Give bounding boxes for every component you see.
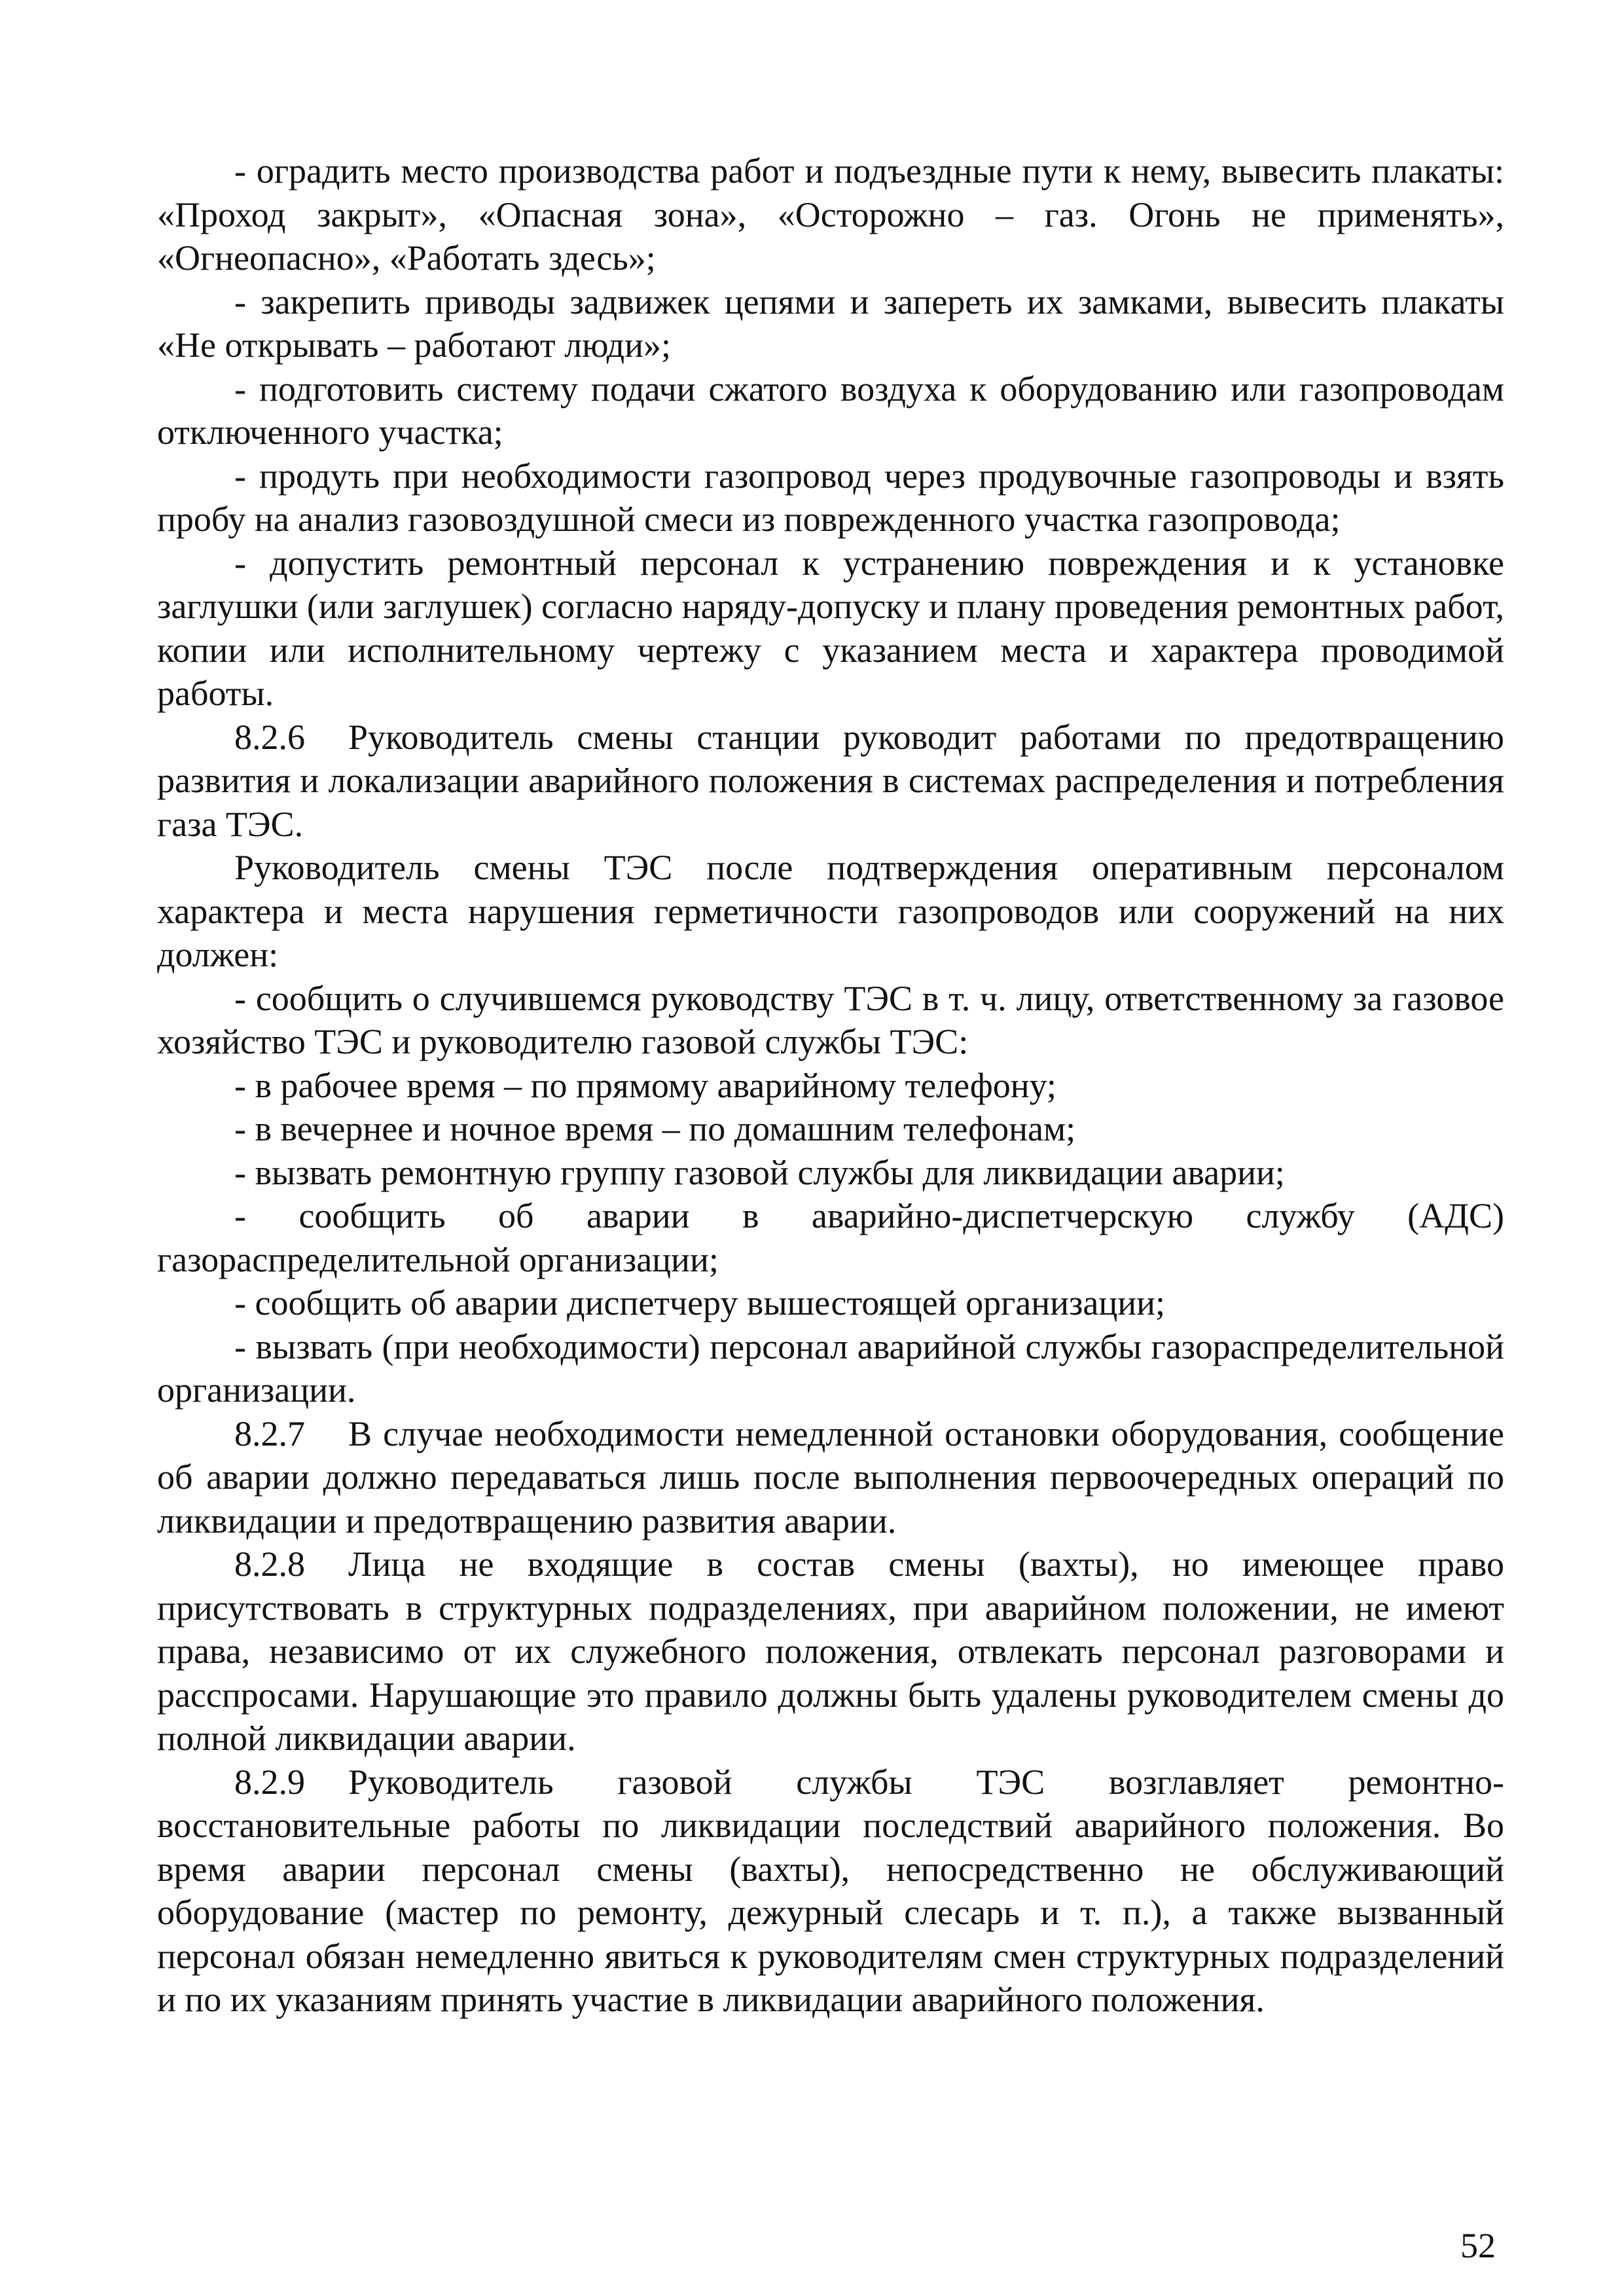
clause-number: 8.2.6	[234, 717, 305, 757]
clause-8-2-6	[157, 716, 1504, 847]
list-item: - в рабочее время – по прямому аварийному телефону;	[234, 1065, 1056, 1105]
list-item: - вызвать ремонтную группу газовой службы для ликвидации аварии;	[234, 1152, 1285, 1192]
list-item: - сообщить об аварии диспетчеру вышестоящей организации;	[234, 1283, 1166, 1322]
list-item: - продуть при необходимости газопровод через продувочные газопроводы и взять пробу на анализ газовоздушной смеси из поврежденного участка газопровода;	[157, 456, 1504, 539]
body-paragraph: Руководитель смены ТЭС после подтверждения оперативным персоналом характера и места нарушения герметичности газопроводов или сооружений на них должен:	[157, 848, 1504, 974]
clause-number: 8.2.9	[234, 1762, 305, 1802]
clause-text: Лица не входящие в состав смены (вахты), но имеющее право присутствовать в структурных подразделениях, при аварийном положении, не имеют права, независимо от их служебного положения, отвлекать персонал разговорами и расспросами. Нарушающие это правило должны быть удалены руководителем смены до полной ликвидации аварии.	[157, 1544, 1504, 1758]
list-item: - сообщить об аварии в аварийно-диспетчерскую службу (АДС) газораспределительной организации;	[157, 1196, 1504, 1279]
clause-number: 8.2.8	[234, 1544, 305, 1584]
clause-8-2-7	[157, 1412, 1504, 1543]
list-item: - сообщить о случившемся руководству ТЭС в т. ч. лицу, ответственному за газовое хозяйство ТЭС и руководителю газовой службы ТЭС:	[157, 978, 1504, 1061]
list-item: - допустить ремонтный персонал к устранению повреждения и к установке заглушки (или заглушек) согласно наряду-допуску и плану проведения ремонтных работ, копии или исполнительному чертежу с указанием места и характера проводимой работы.	[157, 543, 1504, 713]
clause-8-2-8	[157, 1542, 1504, 1760]
clause-text: Руководитель газовой службы ТЭС возглавляет ремонтно-восстановительные работы по ликвидации последствий аварийного положения. Во время аварии персонал смены (вахты), непосредственно не обслуживающий оборудование (мастер по ремонту, дежурный слесарь и т. п.), а также вызванный персонал обязан немедленно явиться к руководителям смен структурных подразделений и по их указаниям принять участие в ликвидации аварийного положения.	[157, 1762, 1504, 2019]
list-item: - закрепить приводы задвижек цепями и запереть их замками, вывесить плакаты «Не открывать – работают люди»;	[157, 282, 1504, 365]
document-page	[157, 149, 1504, 2022]
clause-8-2-9	[157, 1760, 1504, 2022]
list-item: - в вечернее и ночное время – по домашним телефонам;	[234, 1109, 1076, 1148]
page-number: 52	[1460, 2226, 1496, 2265]
clause-text: В случае необходимости немедленной остановки оборудования, сообщение об аварии должно передаваться лишь после выполнения первоочередных операций по ликвидации и предотвращению развития аварии.	[157, 1413, 1504, 1540]
clause-text: Руководитель смены станции руководит работами по предотвращению развития и локализации аварийного положения в системах распределения и потребления газа ТЭС.	[157, 717, 1504, 844]
list-item: - вызвать (при необходимости) персонал аварийной службы газораспределительной организации.	[157, 1326, 1504, 1410]
list-item: - оградить место производства работ и подъездные пути к нему, вывесить плакаты: «Проход закрыт», «Опасная зона», «Осторожно – газ. Огонь не применять», «Огнеопасно», «Работать здесь»;	[157, 151, 1504, 278]
list-item: - подготовить систему подачи сжатого воздуха к оборудованию или газопроводам отключенного участка;	[157, 369, 1504, 452]
clause-number: 8.2.7	[234, 1413, 305, 1453]
